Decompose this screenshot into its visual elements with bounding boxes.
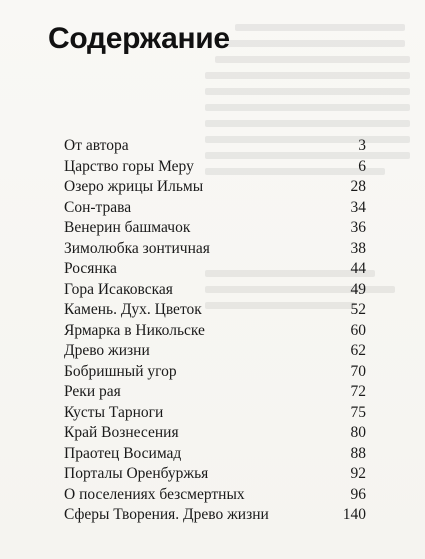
toc-entry <box>64 177 366 198</box>
toc-entry-title: Праотец Восимад <box>64 444 182 462</box>
toc-entry-page-number: 3 <box>358 137 366 154</box>
toc-entry-page-number: 52 <box>350 301 366 318</box>
table-of-contents <box>64 136 366 526</box>
toc-entry-page-number: 88 <box>350 444 366 462</box>
toc-entry-page-number: 70 <box>350 362 366 380</box>
toc-entry <box>64 464 366 485</box>
toc-entry <box>64 362 366 383</box>
toc-entry <box>64 444 366 465</box>
toc-entry-page-number: 60 <box>350 321 366 339</box>
toc-entry <box>64 485 366 506</box>
toc-entry-title: Гора Исаковская <box>64 280 173 298</box>
toc-entry-title: Росянка <box>64 260 117 277</box>
toc-entry <box>64 218 366 239</box>
toc-entry-title: Озеро жрицы Ильмы <box>64 178 204 195</box>
toc-entry-title: Камень. Дух. Цветок <box>64 301 202 318</box>
toc-entry-title: Древо жизни <box>64 342 150 359</box>
toc-entry <box>64 259 366 280</box>
toc-entry <box>64 136 366 157</box>
toc-entry-page-number: 34 <box>350 198 366 216</box>
toc-entry <box>64 300 366 321</box>
toc-entry <box>64 280 366 301</box>
toc-entry-title: Край Вознесения <box>64 424 179 441</box>
toc-entry <box>64 198 366 219</box>
toc-entry-page-number: 6 <box>358 157 366 175</box>
toc-entry-page-number: 80 <box>350 424 366 441</box>
toc-entry <box>64 505 366 526</box>
toc-entry <box>64 341 366 362</box>
toc-entry-page-number: 36 <box>350 219 366 236</box>
toc-entry-title: Царство горы Меру <box>64 157 194 175</box>
toc-entry-page-number: 96 <box>350 485 366 503</box>
toc-entry <box>64 382 366 403</box>
toc-entry-page-number: 44 <box>350 260 366 277</box>
toc-entry-title: Сферы Творения. Древо жизни <box>64 506 269 523</box>
toc-entry <box>64 239 366 260</box>
toc-entry-page-number: 92 <box>350 465 366 482</box>
toc-entry-page-number: 38 <box>350 239 366 257</box>
toc-entry-page-number: 72 <box>350 383 366 400</box>
toc-entry-title: Сон-трава <box>64 198 132 216</box>
toc-entry <box>64 157 366 178</box>
toc-entry-page-number: 49 <box>350 280 366 298</box>
toc-entry <box>64 423 366 444</box>
toc-entry-page-number: 75 <box>350 403 366 421</box>
toc-entry-title: Кусты Тарноги <box>64 403 164 421</box>
toc-entry-page-number: 28 <box>350 178 366 195</box>
toc-entry-title: О поселениях безсмертных <box>64 485 245 503</box>
toc-entry <box>64 321 366 342</box>
toc-entry-title: От автора <box>64 137 129 154</box>
toc-entry-title: Ярмарка в Никольске <box>64 321 205 339</box>
page-title: Содержание <box>48 22 230 55</box>
toc-entry-title: Реки рая <box>64 383 121 400</box>
toc-entry-page-number: 140 <box>342 506 366 523</box>
toc-entry-title: Зимолюбка зонтичная <box>64 239 210 257</box>
toc-entry-page-number: 62 <box>350 342 366 359</box>
toc-entry <box>64 403 366 424</box>
toc-entry-title: Венерин башмачок <box>64 219 191 236</box>
toc-entry-title: Порталы Оренбуржья <box>64 465 209 482</box>
toc-entry-title: Бобришный угор <box>64 362 177 380</box>
